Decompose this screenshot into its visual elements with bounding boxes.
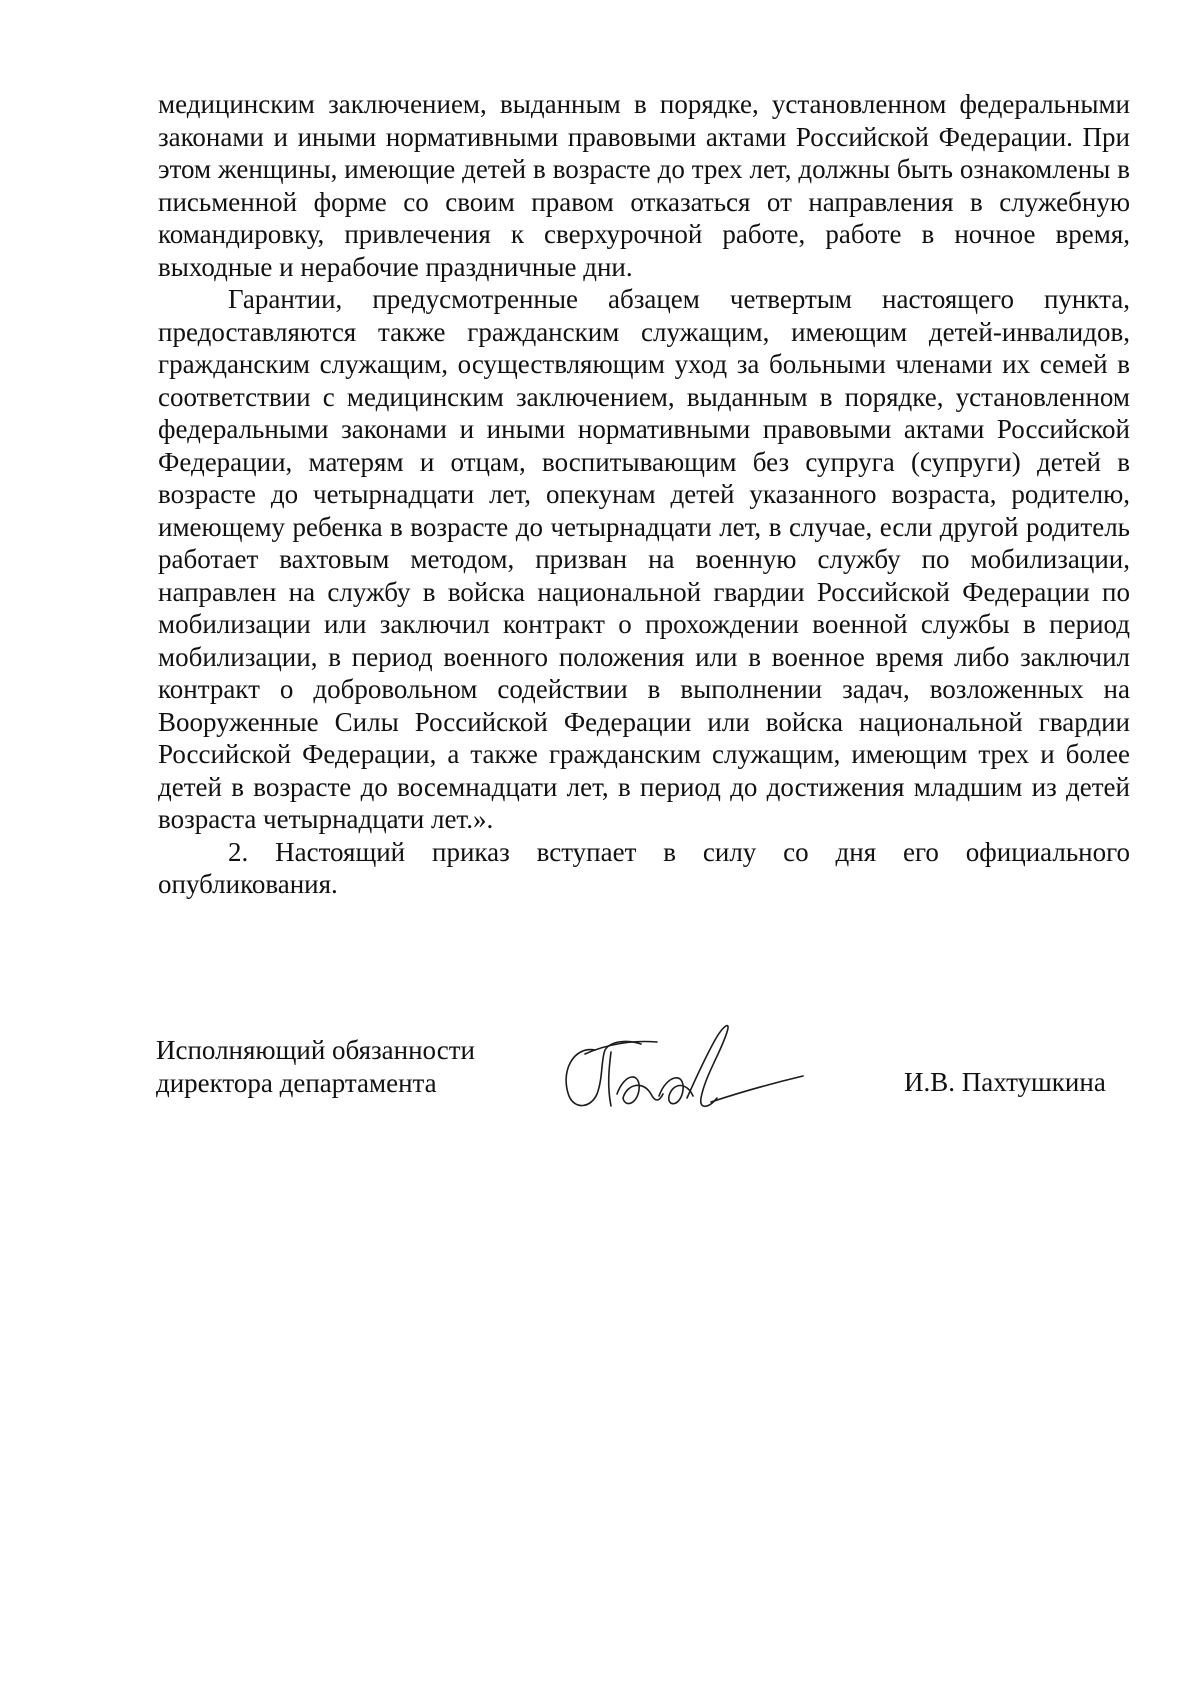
handwritten-signature-icon <box>555 1010 805 1120</box>
paragraph-guarantees: Гарантии, предусмотренные абзацем четвертым настоящего пункта, предоставляются также гражданским служащим, имеющим детей-инвалидов, гражданским служащим, осуществляющим уход за больными членами их семей в соответствии с медицинским заключением, выданным в порядке, установленном федеральными законами и иными нормативными правовыми актами Российской Федерации, матерям и отцам, воспитывающим без супруга (супруги) детей в возрасте до четырнадцати лет, опекунам детей указанного возраста, родителю, имеющему ребенка в возрасте до четырнадцати лет, в случае, если другой родитель работает вахтовым методом, призван на военную службу по мобилизации, направлен на службу в войска национальной гвардии Российской Федерации по мобилизации или заключил контракт о прохождении военной службы в период мобилизации, в период военного положения или в военное время либо заключил контракт о добровольном содействии в выполнении задач, возложенных на Вооруженные Силы Российской Федерации или войска национальной гвардии Российской Федерации, а также гражданским служащим, имеющим трех и более детей в возрасте до восемнадцати лет, в период до достижения младшим из детей возраста четырнадцати лет.». <box>158 284 1130 834</box>
paragraph-continuation: медицинским заключением, выданным в порядке, установленном федеральными законами и иными нормативными правовыми актами Российской Федерации. При этом женщины, имеющие детей в возрасте до трех лет, должны быть ознакомлены в письменной форме со своим правом отказаться от направления в служебную командировку, привлечения к сверхурочной работе, работе в ночное время, выходные и нерабочие праздничные дни. <box>158 89 1130 282</box>
signatory-name: И.В. Пахтушкина <box>904 1067 1106 1097</box>
document-body <box>158 88 1130 901</box>
signatory-title <box>156 1034 475 1099</box>
paragraph-effective-date: 2. Настоящий приказ вступает в силу со дня его официального опубликования. <box>158 836 1130 899</box>
signatory-title-line-1: Исполняющий обязанности <box>156 1035 475 1065</box>
signatory-title-line-2: директора департамента <box>156 1067 437 1098</box>
